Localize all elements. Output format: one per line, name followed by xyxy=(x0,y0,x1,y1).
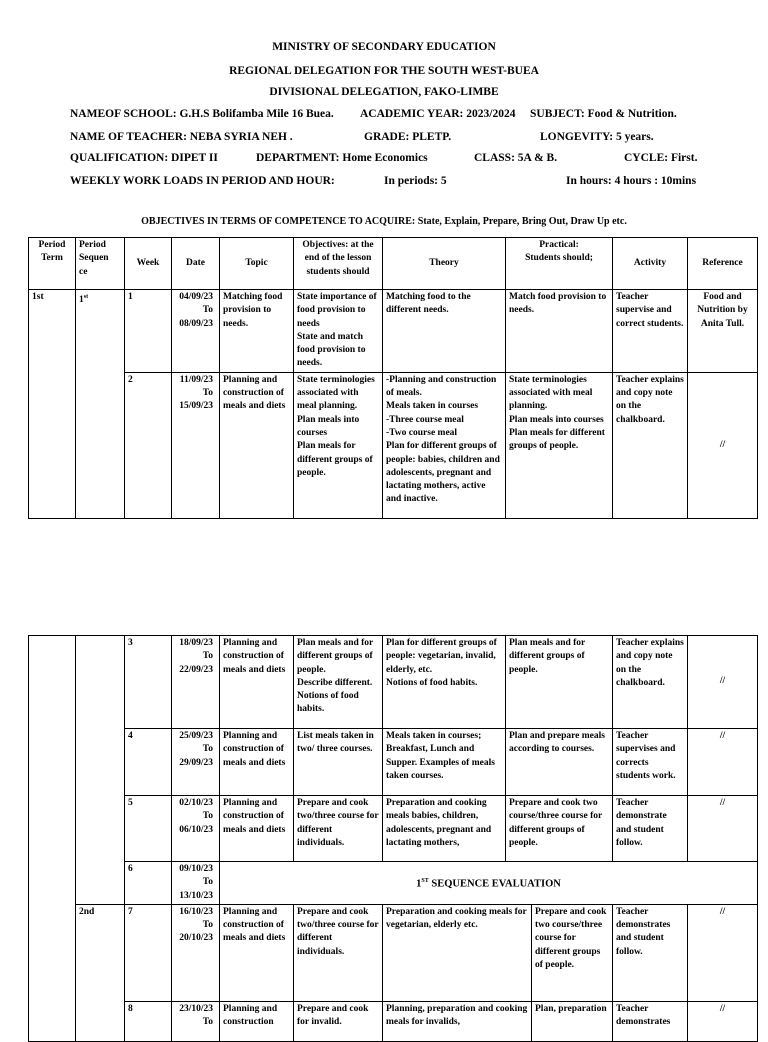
sequence-cell xyxy=(76,636,125,905)
subject: SUBJECT: Food & Nutrition. xyxy=(530,108,677,120)
col-term-header: Period Term xyxy=(29,238,76,290)
reference-cell: // xyxy=(688,904,758,1001)
col-reference-header: Reference xyxy=(688,238,758,290)
week-cell: 6 xyxy=(125,862,172,905)
reference-cell: // xyxy=(688,372,758,518)
term-cell xyxy=(29,636,76,1042)
topic-cell: Planning and construction of meals and diets xyxy=(220,729,294,796)
objectives-cell: State terminologies associated with meal planning. Plan meals into courses Plan meals for different groups of people. xyxy=(294,372,383,518)
workload-hours: In hours: 4 hours : 10mins xyxy=(566,175,697,187)
col-week-header: Week xyxy=(125,238,172,290)
table-header-row xyxy=(29,238,758,290)
longevity: LONGEVITY: 5 years. xyxy=(540,131,654,143)
practical-cell: Plan meals and for different groups of people. xyxy=(506,636,613,729)
activity-cell: Teacher demonstrates xyxy=(613,1001,688,1041)
sequence-evaluation-cell: 1ST SEQUENCE EVALUATION xyxy=(220,862,758,905)
reference-cell: // xyxy=(688,796,758,862)
col-objectives-header: Objectives: at the end of the lesson students should xyxy=(294,238,383,290)
activity-cell: Teacher supervises and corrects students work. xyxy=(613,729,688,796)
term-cell: 1st xyxy=(29,290,76,519)
objectives-cell: Prepare and cook two/three course for different individuals. xyxy=(294,796,383,862)
school-name: NAMEOF SCHOOL: G.H.S Bolifamba Mile 16 Buea. xyxy=(70,108,334,120)
table-row xyxy=(29,1001,758,1041)
practical-cell: Plan, preparation xyxy=(532,1001,613,1041)
practical-cell: Prepare and cook two course/three course for different groups of people. xyxy=(506,796,613,862)
week-cell: 7 xyxy=(125,904,172,1001)
topic-cell: Matching food provision to needs. xyxy=(220,290,294,373)
reference-cell: // xyxy=(688,1001,758,1041)
date-cell: 02/10/23 To 06/10/23 xyxy=(172,796,220,862)
date-cell: 16/10/23 To 20/10/23 xyxy=(172,904,220,1001)
activity-cell: Teacher explains and copy note on the chalkboard. xyxy=(613,636,688,729)
topic-cell: Planning and construction of meals and diets xyxy=(220,904,294,1001)
date-cell: 04/09/23 To 08/09/23 xyxy=(172,290,220,373)
scheme-table-part-2 xyxy=(28,635,758,1042)
table-row xyxy=(29,862,758,905)
week-cell: 5 xyxy=(125,796,172,862)
theory-cell: -Planning and construction of meals. Meals taken in courses -Three course meal -Two course meal Plan for different groups of people: babies, children and adolescents, pregnant and lactating mothers, active and inactive. xyxy=(383,372,506,518)
objectives-heading: OBJECTIVES IN TERMS OF COMPETENCE TO ACQUIRE: State, Explain, Prepare, Bring Out, Draw Up etc. xyxy=(141,216,627,227)
qualification: QUALIFICATION: DIPET II xyxy=(70,152,218,164)
sequence-cell: 1st xyxy=(76,290,125,519)
weekly-workload: WEEKLY WORK LOADS IN PERIOD AND HOUR: xyxy=(70,175,335,187)
topic-cell: Planning and construction of meals and diets xyxy=(220,372,294,518)
reference-cell: // xyxy=(688,729,758,796)
col-theory-header: Theory xyxy=(383,238,506,290)
week-cell: 3 xyxy=(125,636,172,729)
table-row xyxy=(29,729,758,796)
divisional-delegation: DIVISIONAL DELEGATION, FAKO-LIMBE xyxy=(269,86,499,98)
practical-cell: Match food provision to needs. xyxy=(506,290,613,373)
teacher-name: NAME OF TEACHER: NEBA SYRIA NEH . xyxy=(70,131,293,143)
col-sequence-header: Period Sequen ce xyxy=(76,238,125,290)
workload-periods: In periods: 5 xyxy=(384,175,447,187)
cycle: CYCLE: First. xyxy=(624,152,698,164)
department: DEPARTMENT: Home Economics xyxy=(256,152,428,164)
table-row xyxy=(29,796,758,862)
practical-cell: State terminologies associated with meal planning. Plan meals into courses Plan meals for different groups of people. xyxy=(506,372,613,518)
topic-cell: Planning and construction of meals and diets xyxy=(220,796,294,862)
regional-delegation: REGIONAL DELEGATION FOR THE SOUTH WEST-BUEA xyxy=(229,65,539,77)
col-date-header: Date xyxy=(172,238,220,290)
topic-cell: Planning and construction of meals and diets xyxy=(220,636,294,729)
theory-cell: Matching food to the different needs. xyxy=(383,290,506,373)
academic-year: ACADEMIC YEAR: 2023/2024 xyxy=(360,108,516,120)
table-row xyxy=(29,290,758,373)
activity-cell: Teacher explains and copy note on the chalkboard. xyxy=(613,372,688,518)
date-cell: 09/10/23 To 13/10/23 xyxy=(172,862,220,905)
scheme-table-part-1 xyxy=(28,237,758,519)
objectives-cell: Prepare and cook two/three course for different individuals. xyxy=(294,904,383,1001)
col-practical-header: Practical: Students should; xyxy=(506,238,613,290)
objectives-cell: List meals taken in two/ three courses. xyxy=(294,729,383,796)
date-cell: 11/09/23 To 15/09/23 xyxy=(172,372,220,518)
table-row xyxy=(29,904,758,1001)
topic-cell: Planning and construction xyxy=(220,1001,294,1041)
week-cell: 2 xyxy=(125,372,172,518)
activity-cell: Teacher demonstrates and student follow. xyxy=(613,904,688,1001)
theory-cell: Preparation and cooking meals babies, children, adolescents, pregnant and lactating mothers, xyxy=(383,796,506,862)
objectives-cell: Prepare and cook for invalid. xyxy=(294,1001,383,1041)
class: CLASS: 5A & B. xyxy=(474,152,558,164)
theory-cell: Planning, preparation and cooking meals for invalids, xyxy=(383,1001,532,1041)
col-topic-header: Topic xyxy=(220,238,294,290)
reference-cell: Food and Nutrition by Anita Tull. xyxy=(688,290,758,373)
objectives-cell: Plan meals and for different groups of people. Describe different. Notions of food habits. xyxy=(294,636,383,729)
theory-cell: Plan for different groups of people: vegetarian, invalid, elderly, etc. Notions of food habits. xyxy=(383,636,506,729)
practical-cell: Plan and prepare meals according to courses. xyxy=(506,729,613,796)
activity-cell: Teacher demonstrate and student follow. xyxy=(613,796,688,862)
objectives-cell: State importance of food provision to needs State and match food provision to needs. xyxy=(294,290,383,373)
table-row xyxy=(29,372,758,518)
week-cell: 1 xyxy=(125,290,172,373)
activity-cell: Teacher supervise and correct students. xyxy=(613,290,688,373)
sequence-cell: 2nd xyxy=(76,904,125,1041)
date-cell: 23/10/23 To xyxy=(172,1001,220,1041)
grade: GRADE: PLETP. xyxy=(364,131,452,143)
practical-cell: Prepare and cook two course/three course for different groups of people. xyxy=(532,904,613,1001)
theory-cell: Preparation and cooking meals for vegetarian, elderly etc. xyxy=(383,904,532,1001)
week-cell: 8 xyxy=(125,1001,172,1041)
theory-cell: Meals taken in courses; Breakfast, Lunch and Supper. Examples of meals taken courses. xyxy=(383,729,506,796)
date-cell: 25/09/23 To 29/09/23 xyxy=(172,729,220,796)
ministry-title: MINISTRY OF SECONDARY EDUCATION xyxy=(272,41,496,53)
date-cell: 18/09/23 To 22/09/23 xyxy=(172,636,220,729)
table-row xyxy=(29,636,758,729)
reference-cell: // xyxy=(688,636,758,729)
week-cell: 4 xyxy=(125,729,172,796)
col-activity-header: Activity xyxy=(613,238,688,290)
